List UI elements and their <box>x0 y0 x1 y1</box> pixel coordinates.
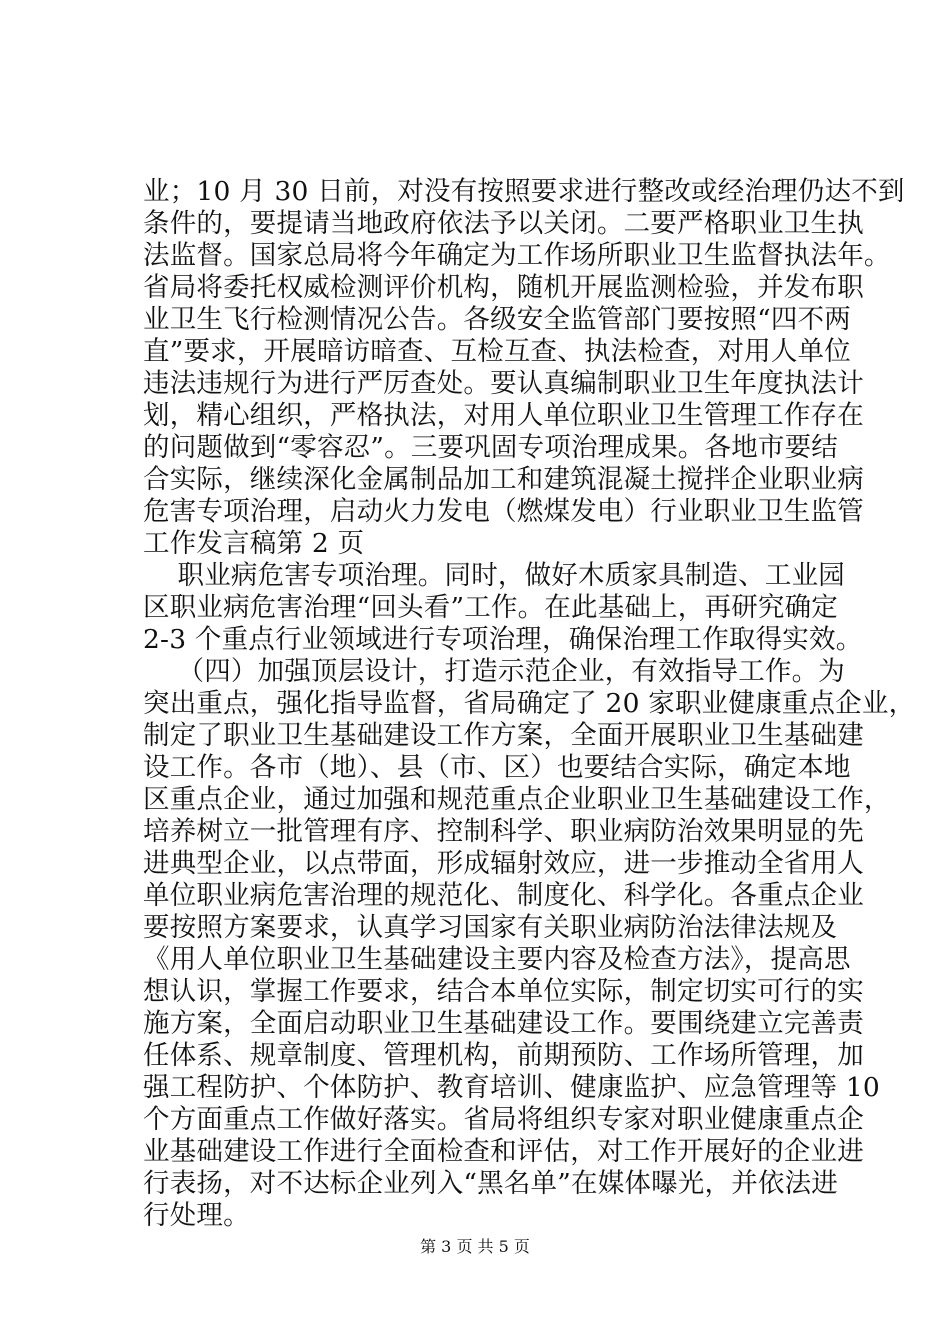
text-line: 业；10 月 30 日前，对没有按照要求进行整改或经治理仍达不到 <box>143 176 905 207</box>
text-line: 行处理。 <box>143 1200 250 1231</box>
text-line: 业基础建设工作进行全面检查和评估，对工作开展好的企业进 <box>143 1136 864 1167</box>
text-line: 制定了职业卫生基础建设工作方案，全面开展职业卫生基础建 <box>143 720 864 751</box>
text-line: 强工程防护、个体防护、教育培训、健康监护、应急管理等 10 <box>143 1072 880 1103</box>
text-line: 2-3 个重点行业领域进行专项治理，确保治理工作取得实效。 <box>143 624 863 655</box>
text-line: 行表扬，对不达标企业列入“黑名单”在媒体曝光，并依法进 <box>143 1168 838 1199</box>
text-line: 个方面重点工作做好落实。省局将组织专家对职业健康重点企 <box>143 1104 864 1135</box>
text-line: 直”要求，开展暗访暗查、互检互查、执法检查，对用人单位 <box>143 336 851 367</box>
text-line: 单位职业病危害治理的规范化、制度化、科学化。各重点企业 <box>143 880 864 911</box>
text-line: 《用人单位职业卫生基础建设主要内容及检查方法》，提高思 <box>143 944 851 975</box>
text-line: 划，精心组织，严格执法，对用人单位职业卫生管理工作存在 <box>143 400 864 431</box>
text-line: 想认识，掌握工作要求，结合本单位实际，制定切实可行的实 <box>143 976 864 1007</box>
text-line: 条件的，要提请当地政府依法予以关闭。二要严格职业卫生执 <box>143 208 864 239</box>
text-line: 的问题做到“零容忍”。三要巩固专项治理成果。各地市要结 <box>143 432 838 463</box>
text-line: 进典型企业，以点带面，形成辐射效应，进一步推动全省用人 <box>143 848 864 879</box>
text-line: 法监督。国家总局将今年确定为工作场所职业卫生监督执法年。 <box>143 240 891 271</box>
text-line: 危害专项治理，启动火力发电（燃煤发电）行业职业卫生监管 <box>143 496 864 527</box>
text-line: 区职业病危害治理“回头看”工作。在此基础上，再研究确定 <box>143 592 838 623</box>
text-line: 培养树立一批管理有序、控制科学、职业病防治效果明显的先 <box>143 816 864 847</box>
text-line: 合实际，继续深化金属制品加工和建筑混凝土搅拌企业职业病 <box>143 464 864 495</box>
text-line: 职业病危害专项治理。同时，做好木质家具制造、工业园 <box>143 560 845 591</box>
text-line: 任体系、规章制度、管理机构，前期预防、工作场所管理，加 <box>143 1040 864 1071</box>
text-line: 省局将委托权威检测评价机构，随机开展监测检验，并发布职 <box>143 272 864 303</box>
text-line: 业卫生飞行检测情况公告。各级安全监管部门要按照“四不两 <box>143 304 851 335</box>
text-line: 区重点企业，通过加强和规范重点企业职业卫生基础建设工作， <box>143 784 891 815</box>
text-line: 要按照方案要求，认真学习国家有关职业病防治法律法规及 <box>143 912 838 943</box>
text-line: 工作发言稿第 2 页 <box>143 528 365 559</box>
text-line: 突出重点，强化指导监督，省局确定了 20 家职业健康重点企业， <box>143 688 916 719</box>
text-line: 施方案，全面启动职业卫生基础建设工作。要围绕建立完善责 <box>143 1008 864 1039</box>
text-line: （四）加强顶层设计，打造示范企业，有效指导工作。为 <box>143 656 845 687</box>
text-line: 设工作。各市（地）、县（市、区）也要结合实际，确定本地 <box>143 752 851 783</box>
text-line: 违法违规行为进行严厉查处。要认真编制职业卫生年度执法计 <box>143 368 864 399</box>
page-footer: 第 3 页 共 5 页 <box>420 1237 530 1256</box>
